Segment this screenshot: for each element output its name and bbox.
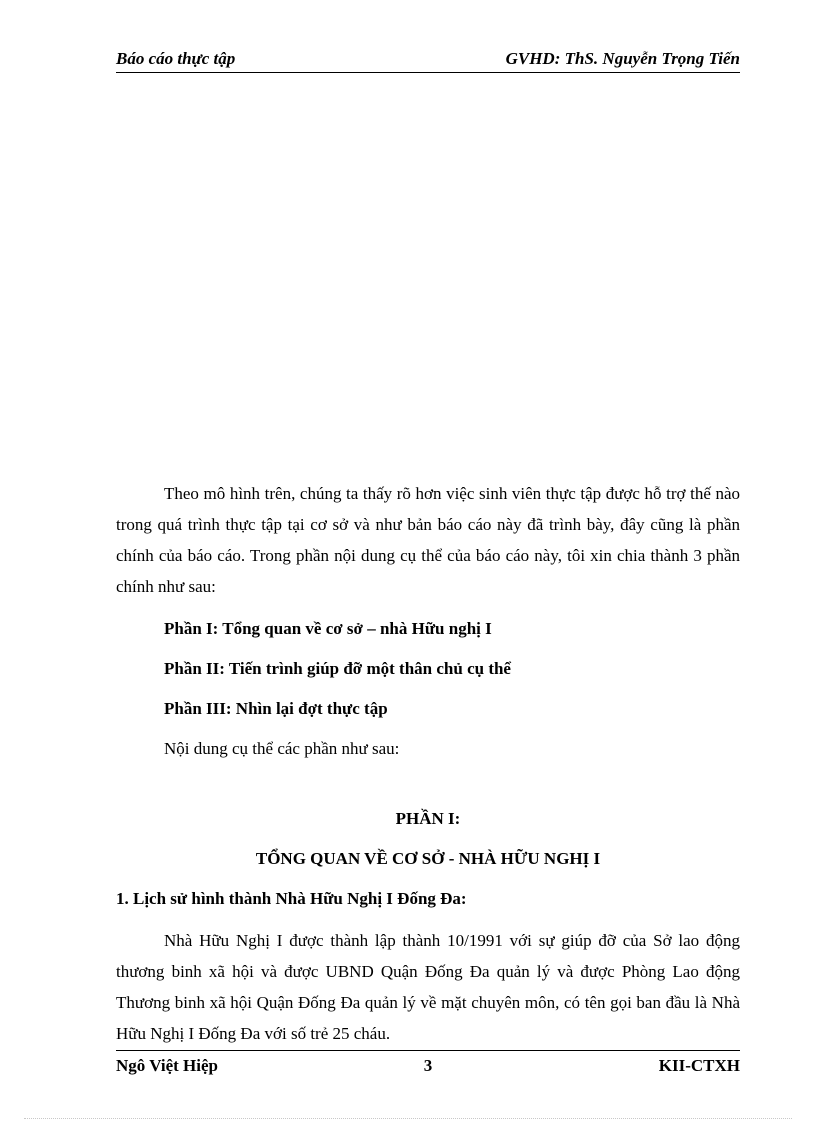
intro-paragraph: Theo mô hình trên, chúng ta thấy rõ hơn việc sinh viên thực tập được hỗ trợ thế nào trong quá trình thực tập tại cơ sở và như bản báo cáo này đã trình bày, đây cũng là phần chính của báo cáo. Trong phần nội dung cụ thể của báo cáo này, tôi xin chia thành 3 phần chính như sau:: [116, 484, 740, 596]
footer-author: Ngô Việt Hiệp: [116, 1056, 218, 1075]
part-subtitle: TỔNG QUAN VỀ CƠ SỞ - NHÀ HỮU NGHỊ I: [255, 849, 601, 868]
header-supervisor: GVHD: ThS. Nguyễn Trọng Tiến: [505, 49, 740, 68]
page-edge-divider: [24, 1118, 792, 1119]
content-intro: Nội dung cụ thể các phần như sau:: [164, 739, 400, 758]
section-heading: 1. Lịch sử hình thành Nhà Hữu Nghị I Đống Đa:: [116, 889, 467, 908]
header-report-title: Báo cáo thực tập: [116, 49, 236, 68]
page-number: 3: [423, 1056, 433, 1075]
footer-class: KII-CTXH: [658, 1056, 740, 1075]
history-paragraph: Nhà Hữu Nghị I được thành lập thành 10/1991 với sự giúp đỡ của Sở lao động thương binh xã hội và được UBND Quận Đống Đa quản lý và được Phòng Lao động Thương binh xã hội Quận Đống Đa quản lý về mặt chuyên môn, có tên gọi ban đầu là Nhà Hữu Nghị I Đống Đa với số trẻ 25 cháu.: [116, 931, 740, 1043]
part-list-item-3: Phần III: Nhìn lại đợt thực tập: [164, 699, 388, 718]
part-list-item-2: Phần II: Tiến trình giúp đỡ một thân chủ cụ thể: [164, 659, 511, 678]
part-title: PHẦN I:: [395, 809, 461, 828]
page-footer: [116, 1050, 740, 1081]
page-header: [116, 48, 740, 73]
part-list-item-1: Phần I: Tổng quan về cơ sở – nhà Hữu nghị I: [164, 619, 492, 638]
